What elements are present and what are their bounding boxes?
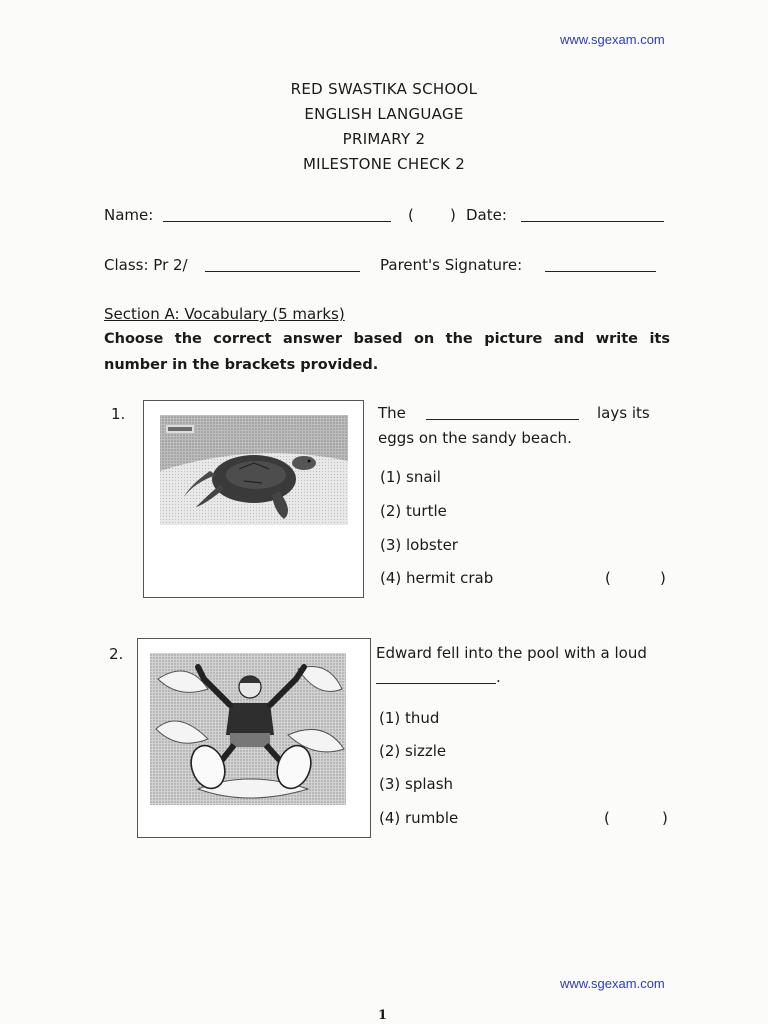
name-field[interactable] <box>163 221 391 222</box>
question-2-text-end: . <box>496 668 501 686</box>
boy-splashing-picture <box>138 639 370 837</box>
question-2-blank[interactable] <box>376 683 496 684</box>
question-1-number: 1. <box>111 405 126 423</box>
date-label: Date: <box>466 206 507 224</box>
subject-title: ENGLISH LANGUAGE <box>304 105 464 123</box>
question-1-option-2: (2) turtle <box>380 502 447 520</box>
question-1-blank[interactable] <box>426 419 579 420</box>
question-2-option-2: (2) sizzle <box>379 742 447 760</box>
signature-field[interactable] <box>545 271 656 272</box>
question-1-text-start: The <box>378 404 406 422</box>
index-bracket-close: ) <box>450 206 456 224</box>
class-field[interactable] <box>205 271 360 272</box>
test-title: MILESTONE CHECK 2 <box>302 155 466 173</box>
site-link-bottom[interactable]: www.sgexam.com <box>560 976 665 991</box>
name-label: Name: <box>104 206 154 224</box>
question-2-option-4: (4) rumble <box>379 809 459 827</box>
question-1-option-4: (4) hermit crab <box>380 569 494 587</box>
question-2-text-line1: Edward fell into the pool with a loud <box>376 644 647 662</box>
page-number: 1 <box>378 1008 388 1023</box>
school-name: RED SWASTIKA SCHOOL <box>290 80 478 98</box>
instruction-line-1: Choose the correct answer based on the picture and write its <box>104 331 670 347</box>
question-2-number: 2. <box>109 645 124 663</box>
turtle-picture <box>144 401 363 597</box>
section-title: Section A: Vocabulary (5 marks) <box>104 305 345 323</box>
level-title: PRIMARY 2 <box>342 130 426 148</box>
site-link-top[interactable]: www.sgexam.com <box>560 32 665 47</box>
question-2-option-1: (1) thud <box>379 709 440 727</box>
question-1-text-end: lays its <box>597 404 650 422</box>
date-field[interactable] <box>521 221 664 222</box>
question-1-answer-bracket-close[interactable]: ) <box>660 569 666 587</box>
instruction-line-2: number in the brackets provided. <box>104 357 379 373</box>
question-1-option-1: (1) snail <box>380 468 441 486</box>
question-1-image-frame <box>143 400 364 598</box>
signature-label: Parent's Signature: <box>380 256 523 274</box>
question-1-option-3: (3) lobster <box>380 536 458 554</box>
question-2-option-3: (3) splash <box>379 775 454 793</box>
index-bracket-open: ( <box>408 206 414 224</box>
question-2-answer-bracket-open[interactable]: ( <box>604 809 610 827</box>
question-1-text-line2: eggs on the sandy beach. <box>378 429 572 447</box>
question-1-answer-bracket-open[interactable]: ( <box>605 569 611 587</box>
class-label: Class: Pr 2/ <box>104 256 188 274</box>
question-2-image-frame <box>137 638 371 838</box>
question-2-answer-bracket-close[interactable]: ) <box>662 809 668 827</box>
